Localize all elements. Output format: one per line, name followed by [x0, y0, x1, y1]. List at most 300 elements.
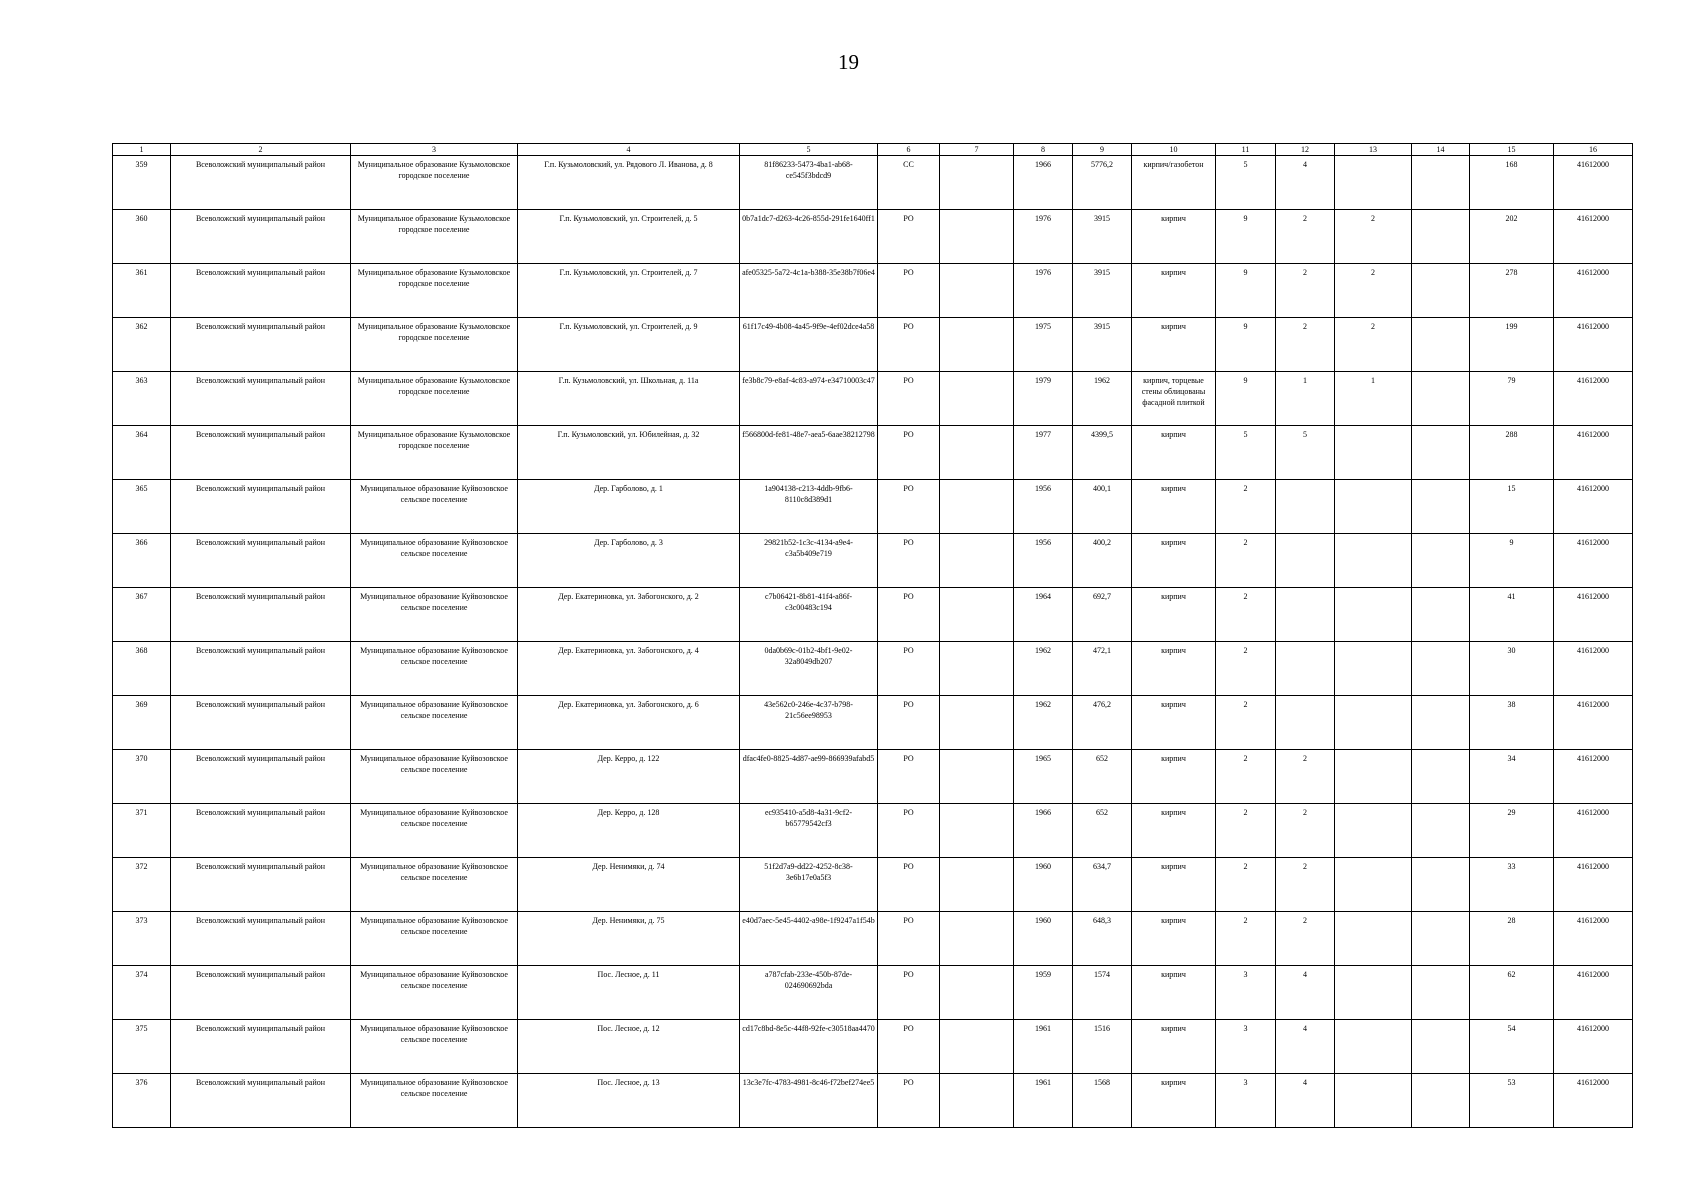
- total-area-cell: 3915: [1073, 210, 1132, 264]
- district-cell: Всеволожский муниципальный район: [171, 804, 351, 858]
- col7-value-cell: [940, 1020, 1014, 1074]
- district-cell: Всеволожский муниципальный район: [171, 912, 351, 966]
- housing-registry-table: [112, 143, 1633, 1128]
- row-number-cell: 370: [113, 750, 171, 804]
- municipality-cell: Муниципальное образование Кузьмоловское городское поселение: [351, 264, 518, 318]
- elevators-cell: [1335, 156, 1412, 210]
- table-row: [113, 480, 1633, 534]
- management-type-cell: РО: [878, 642, 940, 696]
- col7-value-cell: [940, 804, 1014, 858]
- table-row: [113, 1020, 1633, 1074]
- entrances-cell: [1276, 480, 1335, 534]
- total-area-cell: 1962: [1073, 372, 1132, 426]
- oktmo-code-cell: 41612000: [1554, 264, 1633, 318]
- municipality-cell: Муниципальное образование Куйвозовское сельское поселение: [351, 858, 518, 912]
- management-type-cell: РО: [878, 534, 940, 588]
- construction-year-cell: 1964: [1014, 588, 1073, 642]
- table-row: [113, 426, 1633, 480]
- row-number-cell: 375: [113, 1020, 171, 1074]
- wall-material-cell: кирпич: [1132, 264, 1216, 318]
- oktmo-code-cell: 41612000: [1554, 750, 1633, 804]
- col14-value-cell: [1412, 1020, 1470, 1074]
- column-number-header: 1: [113, 144, 171, 156]
- entrances-cell: 4: [1276, 1020, 1335, 1074]
- entrances-cell: [1276, 642, 1335, 696]
- construction-year-cell: 1962: [1014, 642, 1073, 696]
- col7-value-cell: [940, 912, 1014, 966]
- floors-cell: 2: [1216, 804, 1276, 858]
- wall-material-cell: кирпич: [1132, 912, 1216, 966]
- construction-year-cell: 1966: [1014, 804, 1073, 858]
- row-number-cell: 359: [113, 156, 171, 210]
- total-area-cell: 648,3: [1073, 912, 1132, 966]
- floors-cell: 9: [1216, 210, 1276, 264]
- floors-cell: 9: [1216, 318, 1276, 372]
- residents-cell: 168: [1470, 156, 1554, 210]
- management-type-cell: РО: [878, 912, 940, 966]
- table-row: [113, 750, 1633, 804]
- district-cell: Всеволожский муниципальный район: [171, 642, 351, 696]
- oktmo-code-cell: 41612000: [1554, 642, 1633, 696]
- oktmo-code-cell: 41612000: [1554, 588, 1633, 642]
- municipality-cell: Муниципальное образование Куйвозовское сельское поселение: [351, 750, 518, 804]
- column-number-header-row: [113, 144, 1633, 156]
- wall-material-cell: кирпич: [1132, 426, 1216, 480]
- col14-value-cell: [1412, 858, 1470, 912]
- column-number-header: 6: [878, 144, 940, 156]
- address-cell: Дер. Гарболово, д. 1: [518, 480, 740, 534]
- wall-material-cell: кирпич: [1132, 1020, 1216, 1074]
- entrances-cell: 2: [1276, 210, 1335, 264]
- col14-value-cell: [1412, 534, 1470, 588]
- entrances-cell: [1276, 534, 1335, 588]
- house-guid-cell: c7b06421-8b81-41f4-a86f-c3c00483c194: [740, 588, 878, 642]
- elevators-cell: [1335, 588, 1412, 642]
- table-row: [113, 318, 1633, 372]
- address-cell: Пос. Лесное, д. 11: [518, 966, 740, 1020]
- floors-cell: 5: [1216, 426, 1276, 480]
- address-cell: Дер. Екатериновка, ул. Забогонского, д. 6: [518, 696, 740, 750]
- residents-cell: 28: [1470, 912, 1554, 966]
- row-number-cell: 376: [113, 1074, 171, 1128]
- wall-material-cell: кирпич, торцевые стены облицованы фасадной плиткой: [1132, 372, 1216, 426]
- management-type-cell: РО: [878, 210, 940, 264]
- municipality-cell: Муниципальное образование Куйвозовское сельское поселение: [351, 1074, 518, 1128]
- entrances-cell: 4: [1276, 966, 1335, 1020]
- floors-cell: 3: [1216, 1074, 1276, 1128]
- house-guid-cell: 1a904138-c213-4ddb-9fb6-8110c8d389d1: [740, 480, 878, 534]
- floors-cell: 2: [1216, 750, 1276, 804]
- elevators-cell: [1335, 912, 1412, 966]
- district-cell: Всеволожский муниципальный район: [171, 318, 351, 372]
- row-number-cell: 373: [113, 912, 171, 966]
- row-number-cell: 367: [113, 588, 171, 642]
- total-area-cell: 3915: [1073, 318, 1132, 372]
- district-cell: Всеволожский муниципальный район: [171, 372, 351, 426]
- oktmo-code-cell: 41612000: [1554, 156, 1633, 210]
- residents-cell: 9: [1470, 534, 1554, 588]
- oktmo-code-cell: 41612000: [1554, 480, 1633, 534]
- column-number-header: 3: [351, 144, 518, 156]
- residents-cell: 34: [1470, 750, 1554, 804]
- row-number-cell: 362: [113, 318, 171, 372]
- address-cell: Дер. Керро, д. 122: [518, 750, 740, 804]
- col7-value-cell: [940, 858, 1014, 912]
- col14-value-cell: [1412, 912, 1470, 966]
- floors-cell: 2: [1216, 480, 1276, 534]
- entrances-cell: 2: [1276, 858, 1335, 912]
- management-type-cell: РО: [878, 696, 940, 750]
- col7-value-cell: [940, 750, 1014, 804]
- house-guid-cell: fe3b8c79-e8af-4c83-a974-e34710003c47: [740, 372, 878, 426]
- row-number-cell: 368: [113, 642, 171, 696]
- residents-cell: 199: [1470, 318, 1554, 372]
- construction-year-cell: 1965: [1014, 750, 1073, 804]
- management-type-cell: РО: [878, 804, 940, 858]
- column-number-header: 15: [1470, 144, 1554, 156]
- floors-cell: 3: [1216, 1020, 1276, 1074]
- municipality-cell: Муниципальное образование Куйвозовское сельское поселение: [351, 966, 518, 1020]
- address-cell: Дер. Ненимяки, д. 75: [518, 912, 740, 966]
- total-area-cell: 4399,5: [1073, 426, 1132, 480]
- row-number-cell: 360: [113, 210, 171, 264]
- wall-material-cell: кирпич: [1132, 1074, 1216, 1128]
- district-cell: Всеволожский муниципальный район: [171, 966, 351, 1020]
- floors-cell: 2: [1216, 588, 1276, 642]
- total-area-cell: 652: [1073, 804, 1132, 858]
- residents-cell: 79: [1470, 372, 1554, 426]
- entrances-cell: 4: [1276, 156, 1335, 210]
- elevators-cell: [1335, 534, 1412, 588]
- row-number-cell: 365: [113, 480, 171, 534]
- floors-cell: 9: [1216, 264, 1276, 318]
- address-cell: Г.п. Кузьмоловский, ул. Юбилейная, д. 32: [518, 426, 740, 480]
- col7-value-cell: [940, 372, 1014, 426]
- house-guid-cell: a787cfab-233e-450b-87de-024690692bda: [740, 966, 878, 1020]
- oktmo-code-cell: 41612000: [1554, 696, 1633, 750]
- column-number-header: 11: [1216, 144, 1276, 156]
- municipality-cell: Муниципальное образование Кузьмоловское городское поселение: [351, 210, 518, 264]
- total-area-cell: 472,1: [1073, 642, 1132, 696]
- total-area-cell: 400,1: [1073, 480, 1132, 534]
- entrances-cell: 2: [1276, 912, 1335, 966]
- elevators-cell: [1335, 966, 1412, 1020]
- total-area-cell: 400,2: [1073, 534, 1132, 588]
- column-number-header: 9: [1073, 144, 1132, 156]
- management-type-cell: РО: [878, 966, 940, 1020]
- elevators-cell: 2: [1335, 264, 1412, 318]
- municipality-cell: Муниципальное образование Куйвозовское сельское поселение: [351, 588, 518, 642]
- construction-year-cell: 1975: [1014, 318, 1073, 372]
- wall-material-cell: кирпич: [1132, 318, 1216, 372]
- entrances-cell: 5: [1276, 426, 1335, 480]
- address-cell: Дер. Гарболово, д. 3: [518, 534, 740, 588]
- municipality-cell: Муниципальное образование Куйвозовское сельское поселение: [351, 480, 518, 534]
- table-row: [113, 210, 1633, 264]
- table-row: [113, 966, 1633, 1020]
- col14-value-cell: [1412, 642, 1470, 696]
- construction-year-cell: 1962: [1014, 696, 1073, 750]
- district-cell: Всеволожский муниципальный район: [171, 1074, 351, 1128]
- floors-cell: 9: [1216, 372, 1276, 426]
- district-cell: Всеволожский муниципальный район: [171, 858, 351, 912]
- house-guid-cell: 51f2d7a9-dd22-4252-8c38-3e6b17e0a5f3: [740, 858, 878, 912]
- municipality-cell: Муниципальное образование Кузьмоловское городское поселение: [351, 426, 518, 480]
- residents-cell: 30: [1470, 642, 1554, 696]
- district-cell: Всеволожский муниципальный район: [171, 534, 351, 588]
- wall-material-cell: кирпич: [1132, 966, 1216, 1020]
- oktmo-code-cell: 41612000: [1554, 1020, 1633, 1074]
- row-number-cell: 363: [113, 372, 171, 426]
- page-number: 19: [838, 50, 859, 74]
- col7-value-cell: [940, 966, 1014, 1020]
- elevators-cell: [1335, 858, 1412, 912]
- elevators-cell: [1335, 1074, 1412, 1128]
- column-number-header: 2: [171, 144, 351, 156]
- district-cell: Всеволожский муниципальный район: [171, 480, 351, 534]
- total-area-cell: 3915: [1073, 264, 1132, 318]
- table-row: [113, 912, 1633, 966]
- row-number-cell: 364: [113, 426, 171, 480]
- residents-cell: 38: [1470, 696, 1554, 750]
- elevators-cell: [1335, 1020, 1412, 1074]
- col14-value-cell: [1412, 318, 1470, 372]
- row-number-cell: 369: [113, 696, 171, 750]
- oktmo-code-cell: 41612000: [1554, 210, 1633, 264]
- floors-cell: 2: [1216, 642, 1276, 696]
- row-number-cell: 374: [113, 966, 171, 1020]
- wall-material-cell: кирпич: [1132, 858, 1216, 912]
- table-row: [113, 156, 1633, 210]
- column-number-header: 5: [740, 144, 878, 156]
- entrances-cell: [1276, 696, 1335, 750]
- col7-value-cell: [940, 264, 1014, 318]
- total-area-cell: 5776,2: [1073, 156, 1132, 210]
- construction-year-cell: 1960: [1014, 858, 1073, 912]
- col7-value-cell: [940, 534, 1014, 588]
- municipality-cell: Муниципальное образование Куйвозовское сельское поселение: [351, 696, 518, 750]
- table-row: [113, 858, 1633, 912]
- address-cell: Дер. Ненимяки, д. 74: [518, 858, 740, 912]
- management-type-cell: РО: [878, 480, 940, 534]
- wall-material-cell: кирпич: [1132, 588, 1216, 642]
- house-guid-cell: 13c3e7fc-4783-4981-8c46-f72bef274ee5: [740, 1074, 878, 1128]
- house-guid-cell: dfac4fe0-8825-4d87-ae99-866939afabd5: [740, 750, 878, 804]
- oktmo-code-cell: 41612000: [1554, 1074, 1633, 1128]
- col7-value-cell: [940, 156, 1014, 210]
- floors-cell: 3: [1216, 966, 1276, 1020]
- col14-value-cell: [1412, 1074, 1470, 1128]
- wall-material-cell: кирпич: [1132, 804, 1216, 858]
- elevators-cell: [1335, 426, 1412, 480]
- elevators-cell: 1: [1335, 372, 1412, 426]
- district-cell: Всеволожский муниципальный район: [171, 750, 351, 804]
- column-number-header: 13: [1335, 144, 1412, 156]
- residents-cell: 15: [1470, 480, 1554, 534]
- residents-cell: 54: [1470, 1020, 1554, 1074]
- table-row: [113, 642, 1633, 696]
- address-cell: Дер. Екатериновка, ул. Забогонского, д. 2: [518, 588, 740, 642]
- table-row: [113, 588, 1633, 642]
- total-area-cell: 1574: [1073, 966, 1132, 1020]
- col7-value-cell: [940, 426, 1014, 480]
- municipality-cell: Муниципальное образование Куйвозовское сельское поселение: [351, 912, 518, 966]
- management-type-cell: РО: [878, 858, 940, 912]
- total-area-cell: 1568: [1073, 1074, 1132, 1128]
- table-row: [113, 372, 1633, 426]
- district-cell: Всеволожский муниципальный район: [171, 264, 351, 318]
- col7-value-cell: [940, 480, 1014, 534]
- construction-year-cell: 1979: [1014, 372, 1073, 426]
- address-cell: Пос. Лесное, д. 12: [518, 1020, 740, 1074]
- floors-cell: 2: [1216, 858, 1276, 912]
- construction-year-cell: 1959: [1014, 966, 1073, 1020]
- elevators-cell: [1335, 642, 1412, 696]
- floors-cell: 5: [1216, 156, 1276, 210]
- address-cell: Г.п. Кузьмоловский, ул. Строителей, д. 7: [518, 264, 740, 318]
- residents-cell: 41: [1470, 588, 1554, 642]
- col7-value-cell: [940, 318, 1014, 372]
- table-row: [113, 804, 1633, 858]
- table-row: [113, 534, 1633, 588]
- house-guid-cell: 0b7a1dc7-d263-4c26-855d-291fe1640ff1: [740, 210, 878, 264]
- total-area-cell: 476,2: [1073, 696, 1132, 750]
- elevators-cell: [1335, 804, 1412, 858]
- column-number-header: 10: [1132, 144, 1216, 156]
- entrances-cell: 2: [1276, 264, 1335, 318]
- col14-value-cell: [1412, 696, 1470, 750]
- wall-material-cell: кирпич: [1132, 480, 1216, 534]
- address-cell: Дер. Екатериновка, ул. Забогонского, д. 4: [518, 642, 740, 696]
- address-cell: Г.п. Кузьмоловский, ул. Строителей, д. 5: [518, 210, 740, 264]
- col14-value-cell: [1412, 750, 1470, 804]
- floors-cell: 2: [1216, 534, 1276, 588]
- col14-value-cell: [1412, 804, 1470, 858]
- total-area-cell: 634,7: [1073, 858, 1132, 912]
- residents-cell: 62: [1470, 966, 1554, 1020]
- elevators-cell: 2: [1335, 318, 1412, 372]
- construction-year-cell: 1956: [1014, 534, 1073, 588]
- column-number-header: 4: [518, 144, 740, 156]
- house-guid-cell: e40d7aec-5e45-4402-a98e-1f9247a1f54b: [740, 912, 878, 966]
- construction-year-cell: 1960: [1014, 912, 1073, 966]
- oktmo-code-cell: 41612000: [1554, 372, 1633, 426]
- column-number-header: 14: [1412, 144, 1470, 156]
- construction-year-cell: 1976: [1014, 264, 1073, 318]
- management-type-cell: РО: [878, 264, 940, 318]
- elevators-cell: [1335, 696, 1412, 750]
- col7-value-cell: [940, 210, 1014, 264]
- col14-value-cell: [1412, 156, 1470, 210]
- address-cell: Г.п. Кузьмоловский, ул. Школьная, д. 11а: [518, 372, 740, 426]
- oktmo-code-cell: 41612000: [1554, 318, 1633, 372]
- municipality-cell: Муниципальное образование Куйвозовское сельское поселение: [351, 642, 518, 696]
- management-type-cell: РО: [878, 588, 940, 642]
- residents-cell: 29: [1470, 804, 1554, 858]
- municipality-cell: Муниципальное образование Куйвозовское сельское поселение: [351, 804, 518, 858]
- column-number-header: 7: [940, 144, 1014, 156]
- col7-value-cell: [940, 588, 1014, 642]
- entrances-cell: [1276, 588, 1335, 642]
- house-guid-cell: 29821b52-1c3c-4134-a9e4-c3a5b409e719: [740, 534, 878, 588]
- col14-value-cell: [1412, 966, 1470, 1020]
- address-cell: Пос. Лесное, д. 13: [518, 1074, 740, 1128]
- elevators-cell: 2: [1335, 210, 1412, 264]
- entrances-cell: 2: [1276, 318, 1335, 372]
- elevators-cell: [1335, 480, 1412, 534]
- house-guid-cell: 81f86233-5473-4ba1-ab68-ce545f3bdcd9: [740, 156, 878, 210]
- row-number-cell: 372: [113, 858, 171, 912]
- construction-year-cell: 1961: [1014, 1074, 1073, 1128]
- management-type-cell: РО: [878, 426, 940, 480]
- oktmo-code-cell: 41612000: [1554, 858, 1633, 912]
- management-type-cell: СС: [878, 156, 940, 210]
- municipality-cell: Муниципальное образование Куйвозовское сельское поселение: [351, 534, 518, 588]
- district-cell: Всеволожский муниципальный район: [171, 696, 351, 750]
- house-guid-cell: ec935410-a5d8-4a31-9cf2-b65779542cf3: [740, 804, 878, 858]
- management-type-cell: РО: [878, 372, 940, 426]
- district-cell: Всеволожский муниципальный район: [171, 1020, 351, 1074]
- entrances-cell: 4: [1276, 1074, 1335, 1128]
- col7-value-cell: [940, 696, 1014, 750]
- entrances-cell: 2: [1276, 804, 1335, 858]
- col7-value-cell: [940, 1074, 1014, 1128]
- elevators-cell: [1335, 750, 1412, 804]
- col14-value-cell: [1412, 372, 1470, 426]
- col14-value-cell: [1412, 210, 1470, 264]
- municipality-cell: Муниципальное образование Кузьмоловское городское поселение: [351, 372, 518, 426]
- residents-cell: 288: [1470, 426, 1554, 480]
- municipality-cell: Муниципальное образование Кузьмоловское городское поселение: [351, 318, 518, 372]
- oktmo-code-cell: 41612000: [1554, 426, 1633, 480]
- entrances-cell: 2: [1276, 750, 1335, 804]
- house-guid-cell: afe05325-5a72-4c1a-b388-35e38b7f06e4: [740, 264, 878, 318]
- column-number-header: 8: [1014, 144, 1073, 156]
- district-cell: Всеволожский муниципальный район: [171, 210, 351, 264]
- management-type-cell: РО: [878, 1074, 940, 1128]
- floors-cell: 2: [1216, 696, 1276, 750]
- table-body: [113, 144, 1633, 1128]
- management-type-cell: РО: [878, 318, 940, 372]
- construction-year-cell: 1961: [1014, 1020, 1073, 1074]
- construction-year-cell: 1956: [1014, 480, 1073, 534]
- wall-material-cell: кирпич: [1132, 696, 1216, 750]
- table-row: [113, 1074, 1633, 1128]
- municipality-cell: Муниципальное образование Кузьмоловское городское поселение: [351, 156, 518, 210]
- total-area-cell: 1516: [1073, 1020, 1132, 1074]
- row-number-cell: 366: [113, 534, 171, 588]
- address-cell: Дер. Керро, д. 128: [518, 804, 740, 858]
- column-number-header: 16: [1554, 144, 1633, 156]
- residents-cell: 202: [1470, 210, 1554, 264]
- row-number-cell: 361: [113, 264, 171, 318]
- house-guid-cell: 61f17c49-4b08-4a45-9f9e-4ef02dce4a58: [740, 318, 878, 372]
- house-guid-cell: cd17c8bd-8e5c-44f8-92fe-c30518aa4470: [740, 1020, 878, 1074]
- construction-year-cell: 1976: [1014, 210, 1073, 264]
- col14-value-cell: [1412, 426, 1470, 480]
- row-number-cell: 371: [113, 804, 171, 858]
- floors-cell: 2: [1216, 912, 1276, 966]
- col7-value-cell: [940, 642, 1014, 696]
- oktmo-code-cell: 41612000: [1554, 912, 1633, 966]
- table-row: [113, 264, 1633, 318]
- residents-cell: 33: [1470, 858, 1554, 912]
- district-cell: Всеволожский муниципальный район: [171, 588, 351, 642]
- residents-cell: 278: [1470, 264, 1554, 318]
- management-type-cell: РО: [878, 1020, 940, 1074]
- district-cell: Всеволожский муниципальный район: [171, 156, 351, 210]
- column-number-header: 12: [1276, 144, 1335, 156]
